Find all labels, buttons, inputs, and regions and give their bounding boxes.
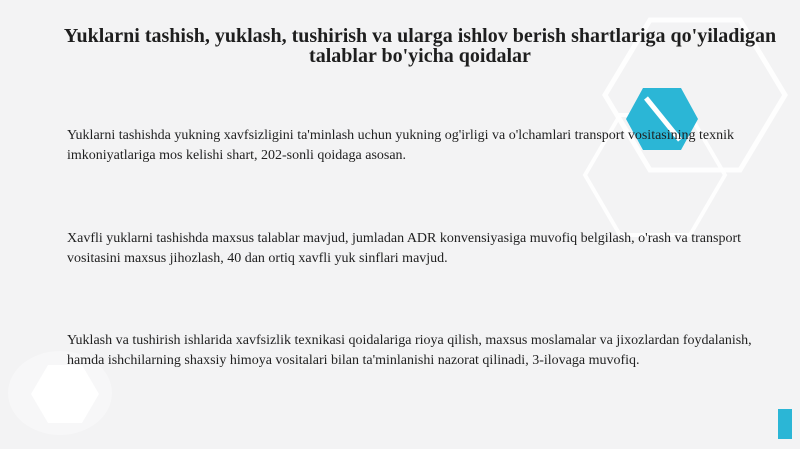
slide-title: Yuklarni tashish, yuklash, tushirish va ularga ishlov berish shartlariga qo'yiladigan talablar bo'yicha qoidalar: [63, 25, 777, 67]
paragraph-dangerous-goods: Xavfli yuklarni tashishda maxsus talablar mavjud, jumladan ADR konvensiyasiga muvofiq belgilash, o'rash va transport vositasini maxsus jihozlash, 40 dan ortiq xavfli yuk sinflari mavjud.: [67, 231, 742, 266]
paragraph-cargo-safety: Yuklarni tashishda yukning xavfsizligini ta'minlash uchun yukning og'irligi va o'lchamlari transport vositasining texnik imkoniyatlariga mos kelishi shart, 202-sonli qoidaga asosan.: [67, 128, 735, 163]
accent-bar: [778, 409, 792, 439]
paragraph-loading-safety: Yuklash va tushirish ishlarida xavfsizlik texnikasi qoidalariga rioya qilish, maxsus moslamalar va jixozlardan foydalanish, hamda ishchilarning shaxsiy himoya vositalari bilan ta'minlanishi nazorat qilinadi, 3-ilovaga muvofiq.: [67, 333, 752, 368]
